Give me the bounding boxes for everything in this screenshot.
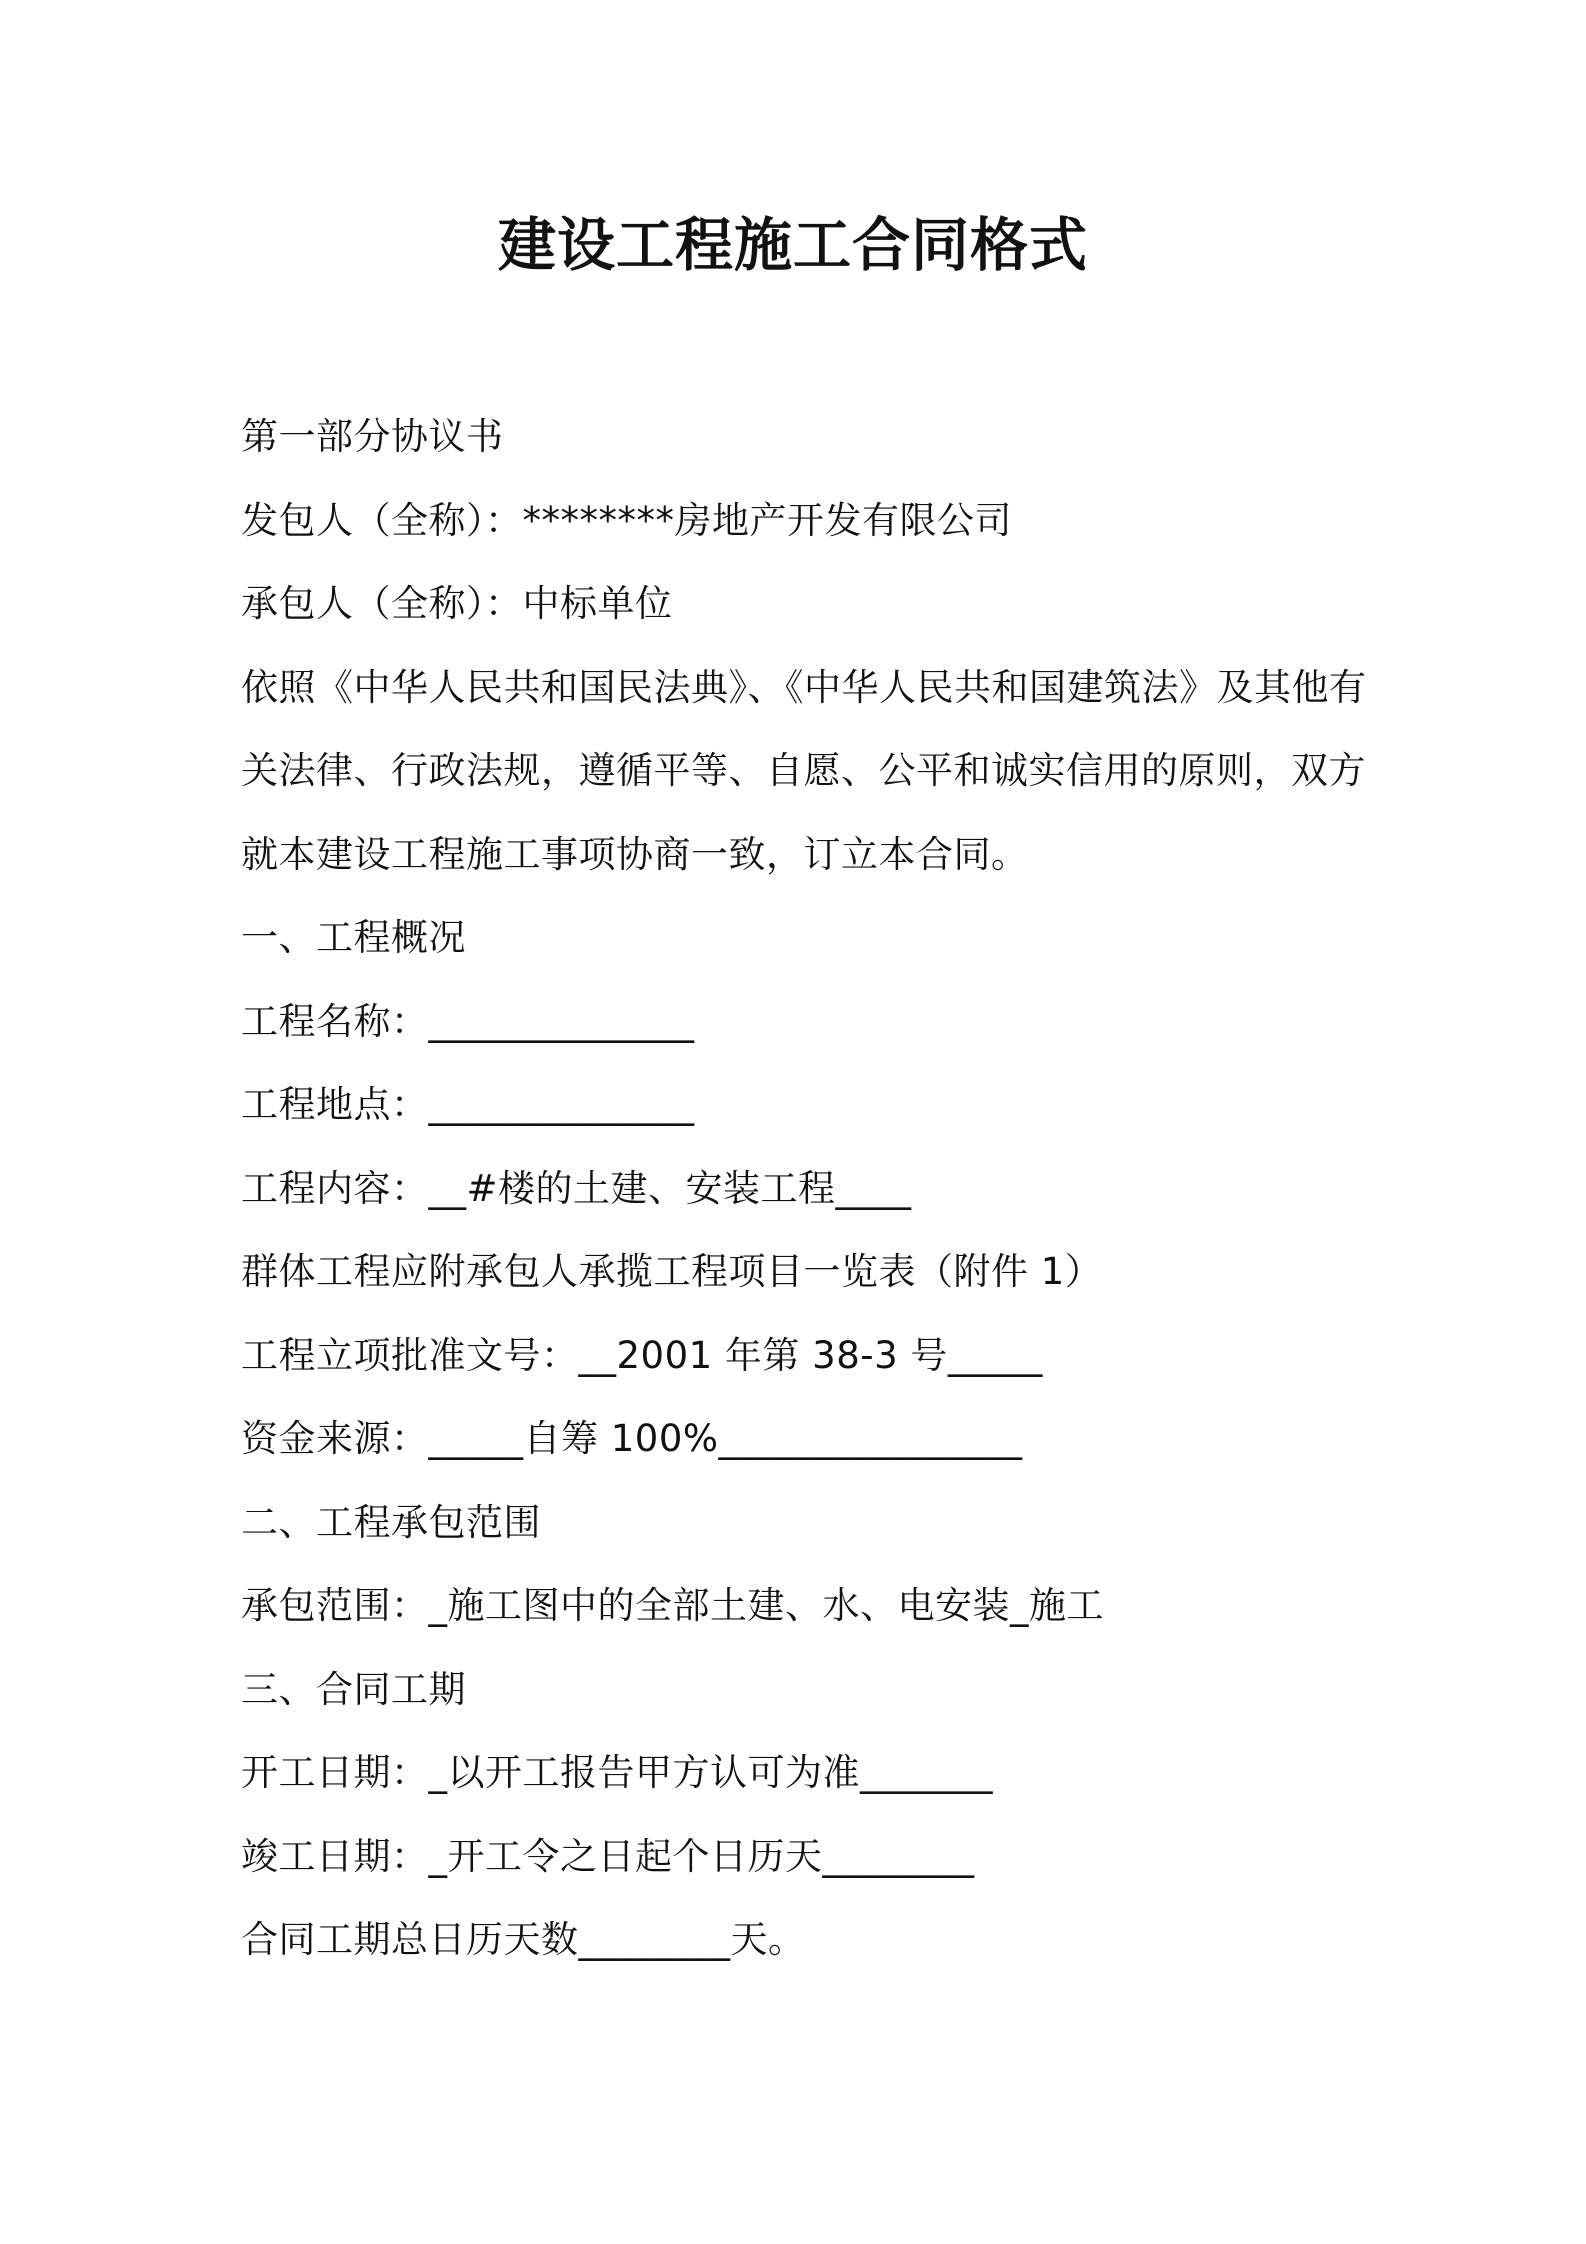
- contract-scope-line: 承包范围：_施工图中的全部土建、水、电安装_施工: [241, 1584, 1104, 1627]
- project-location-line: 工程地点：______________: [241, 1083, 695, 1126]
- document-title: 建设工程施工合同格式: [497, 211, 1088, 279]
- section-heading-contract-period: 三、合同工期: [241, 1668, 466, 1711]
- project-name-line: 工程名称：______________: [241, 1000, 695, 1043]
- preamble-line-1: 依照《中华人民共和国民法典》、《中华人民共和国建筑法》及其他有: [241, 666, 1367, 709]
- project-content-line: 工程内容：__#楼的土建、安装工程____: [241, 1167, 912, 1210]
- employer-line: 发包人（全称）：********房地产开发有限公司: [241, 499, 1012, 542]
- preamble-line-3: 就本建设工程施工事项协商一致，订立本合同。: [241, 833, 1029, 876]
- contractor-line: 承包人（全称）：中标单位: [241, 582, 673, 625]
- section-heading-part-one: 第一部分协议书: [241, 415, 504, 458]
- start-date-line: 开工日期：_以开工报告甲方认可为准_______: [241, 1751, 993, 1794]
- section-heading-contract-scope: 二、工程承包范围: [241, 1501, 541, 1544]
- section-heading-project-overview: 一、工程概况: [241, 916, 466, 959]
- preamble-line-2: 关法律、行政法规，遵循平等、自愿、公平和诚实信用的原则，双方: [241, 749, 1366, 792]
- completion-date-line: 竣工日期：_开工令之日起个日历天________: [241, 1835, 975, 1878]
- total-days-line: 合同工期总日历天数________天。: [241, 1918, 806, 1961]
- approval-number-line: 工程立项批准文号：__2001 年第 38-3 号_____: [241, 1334, 1043, 1377]
- group-project-line: 群体工程应附承包人承揽工程项目一览表（附件 1）: [241, 1250, 1103, 1293]
- funding-source-line: 资金来源：_____自筹 100%________________: [241, 1417, 1023, 1460]
